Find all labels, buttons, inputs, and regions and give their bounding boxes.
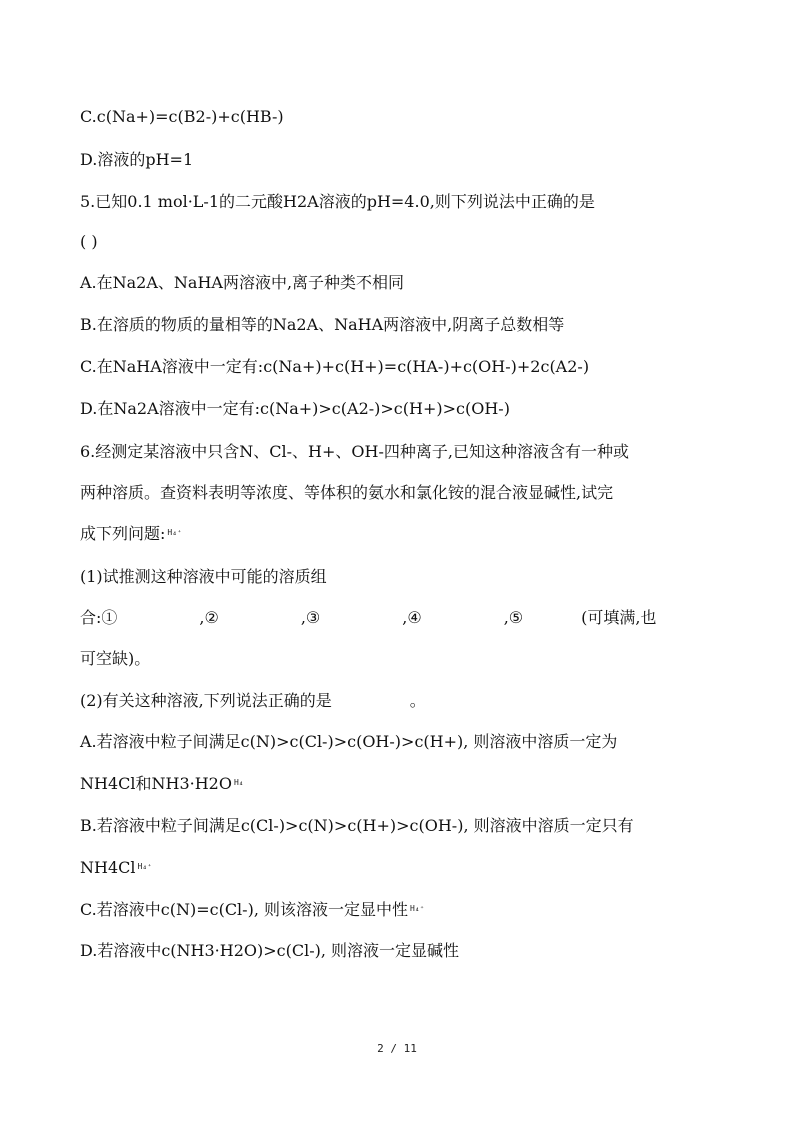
option-d-q4: D.溶液的pH=1 <box>80 150 194 169</box>
page-number: 2 / 11 <box>377 1042 417 1055</box>
question-6-stem-line3 <box>80 523 182 545</box>
subquestion-1-line2 <box>80 607 657 629</box>
option-b-q5: B.在溶质的物质的量相等的Na2A、NaHA两溶液中,阴离子总数相等 <box>80 315 565 334</box>
blank-note: (可填满,也 <box>581 608 657 627</box>
option-a-q5: A.在Na2A、NaHA两溶液中,离子种类不相同 <box>80 273 405 292</box>
subquestion-2-stem <box>80 690 426 712</box>
blank-5-label: ,⑤ <box>503 608 524 627</box>
question-5-stem: 5.已知0.1 mol·L-1的二元酸H2A溶液的pH=4.0,则下列说法中正确的是 <box>80 192 595 211</box>
subquestion-2-text: (2)有关这种溶液,下列说法正确的是 <box>80 691 332 710</box>
option-c-q6 <box>80 899 424 921</box>
blank-1-label: 合:① <box>80 608 118 627</box>
question-5-answer-paren: ( ) <box>80 232 98 251</box>
blank-3-label: ,③ <box>300 608 321 627</box>
option-b-q6-cont-text: NH4Cl <box>80 858 136 877</box>
subquestion-1-line1: (1)试推测这种溶液中可能的溶质组 <box>80 567 327 586</box>
ion-subscript-mark: H₄⁺ <box>167 527 182 537</box>
subquestion-2-period: 。 <box>409 691 426 710</box>
option-c-q5: C.在NaHA溶液中一定有:c(Na+)+c(H+)=c(HA-)+c(OH-)+2c(A2-) <box>80 357 590 376</box>
blank-4-label: ,④ <box>402 608 422 627</box>
option-a-q6-cont <box>80 773 244 795</box>
option-d-q5: D.在Na2A溶液中一定有:c(Na+)>c(A2-)>c(H+)>c(OH-) <box>80 399 510 418</box>
option-c-q4: C.c(Na+)=c(B2-)+c(HB-) <box>80 107 284 126</box>
option-b-q6-cont <box>80 857 152 879</box>
ion-subscript-mark: H₄ <box>233 777 244 787</box>
ion-subscript-mark: H₄⁺ <box>137 861 152 871</box>
subquestion-1-line3: 可空缺)。 <box>80 649 151 668</box>
question-6-stem-line1: 6.经测定某溶液中只含N、Cl-、H+、OH-四种离子,已知这种溶液含有一种或 <box>80 442 629 461</box>
question-6-stem-line2: 两种溶质。查资料表明等浓度、等体积的氨水和氯化铵的混合液显碱性,试完 <box>80 483 614 502</box>
ion-subscript-mark: H₄⁺ <box>410 903 425 913</box>
question-6-stem-text: 成下列问题: <box>80 524 166 543</box>
option-c-q6-text: C.若溶液中c(N)=c(Cl-), 则该溶液一定显中性 <box>80 900 408 919</box>
option-a-q6: A.若溶液中粒子间满足c(N)>c(Cl-)>c(OH-)>c(H+), 则溶液中溶质一定为 <box>80 732 618 751</box>
option-d-q6: D.若溶液中c(NH3·H2O)>c(Cl-), 则溶液一定显碱性 <box>80 941 460 960</box>
blank-2-label: ,② <box>199 608 219 627</box>
option-b-q6: B.若溶液中粒子间满足c(Cl-)>c(N)>c(H+)>c(OH-), 则溶液中溶质一定只有 <box>80 816 634 835</box>
option-a-q6-cont-text: NH4Cl和NH3·H2O <box>80 774 232 793</box>
